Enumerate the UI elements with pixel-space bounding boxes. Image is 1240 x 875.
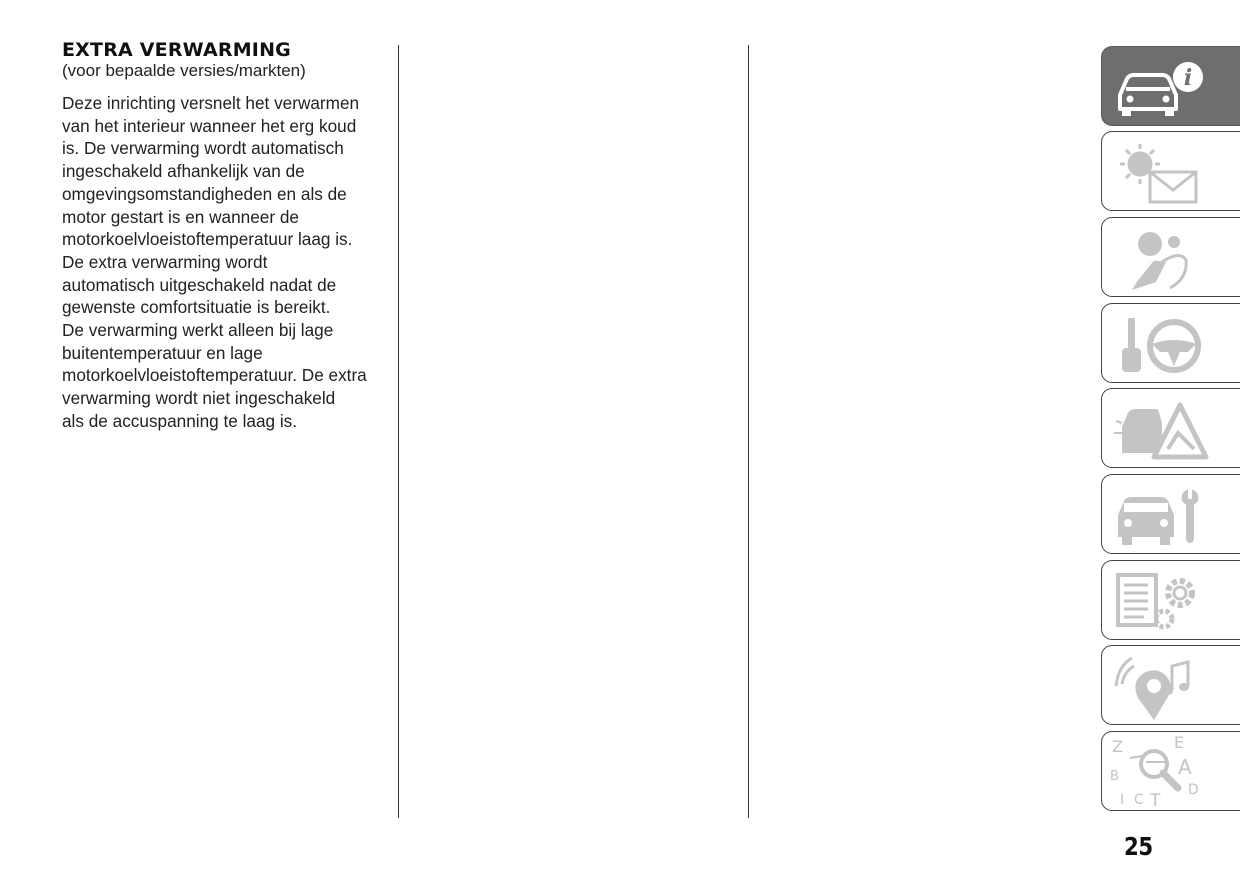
column-divider [398,45,399,818]
safety-airbag-icon [1110,222,1210,292]
tab-maintenance[interactable] [1101,474,1240,554]
warning-lights-messages-icon [1110,136,1210,206]
index-letter: Z [1112,737,1123,756]
section-title: EXTRA VERWARMING [62,39,291,61]
tab-starting-driving[interactable] [1101,303,1240,383]
index-letter: I [1120,792,1125,806]
body-line: motorkoelvloeistoftemperatuur. De extra [62,365,367,386]
body-line: Deze inrichting versnelt het verwarmen [62,93,360,113]
body-line: van het interieur wanneer het erg koud [62,115,357,136]
car-maintenance-wrench-icon [1110,479,1210,549]
alphabetical-index-icon [1110,736,1210,806]
body-line: omgevingsomstandigheden en als de [62,183,347,204]
svg-text:i: i [1183,65,1193,91]
index-letter: T [1150,791,1161,806]
body-line: De extra verwarming wordt [62,251,268,272]
tab-safety[interactable] [1101,217,1240,297]
index-letter: A [1178,755,1192,779]
tab-warning-lights[interactable] [1101,131,1240,211]
index-letter: E [1174,736,1185,752]
key-steering-wheel-icon [1110,308,1210,378]
body-line: ingeschakeld afhankelijk van de [62,161,305,182]
car-info-icon [1110,51,1210,121]
page-number: 25 [1124,832,1153,861]
index-letter: D [1188,782,1199,798]
body-line: is. De verwarming wordt automatisch [62,138,344,159]
tab-car-info[interactable] [1101,46,1240,126]
body-line: verwarming wordt niet ingeschakeld [62,388,336,409]
column-divider [748,45,749,818]
tab-multimedia[interactable] [1101,645,1240,725]
technical-data-gears-icon [1110,565,1210,635]
tab-technical-data[interactable] [1101,560,1240,640]
body-line: motor gestart is en wanneer de [62,206,299,227]
index-letter: B [1110,769,1119,784]
tab-index[interactable] [1101,731,1240,811]
multimedia-music-icon [1110,650,1210,720]
section-subtitle: (voor bepaalde versies/markten) [62,61,306,80]
text-column [62,40,392,433]
body-line: De verwarming werkt alleen bij lage [62,320,334,341]
body-line: als de accuspanning te laag is. [62,410,298,431]
body-line: automatisch uitgeschakeld nadat de [62,274,337,295]
body-line: buitentemperatuur en lage [62,342,263,363]
body-line: motorkoelvloeistoftemperatuur laag is. [62,229,353,250]
body-line: gewenste comfortsituatie is bereikt. [62,297,331,318]
index-letter: C [1134,792,1144,806]
tab-emergency[interactable] [1101,388,1240,468]
body-paragraph [62,92,392,433]
emergency-warning-triangle-icon [1110,393,1210,463]
